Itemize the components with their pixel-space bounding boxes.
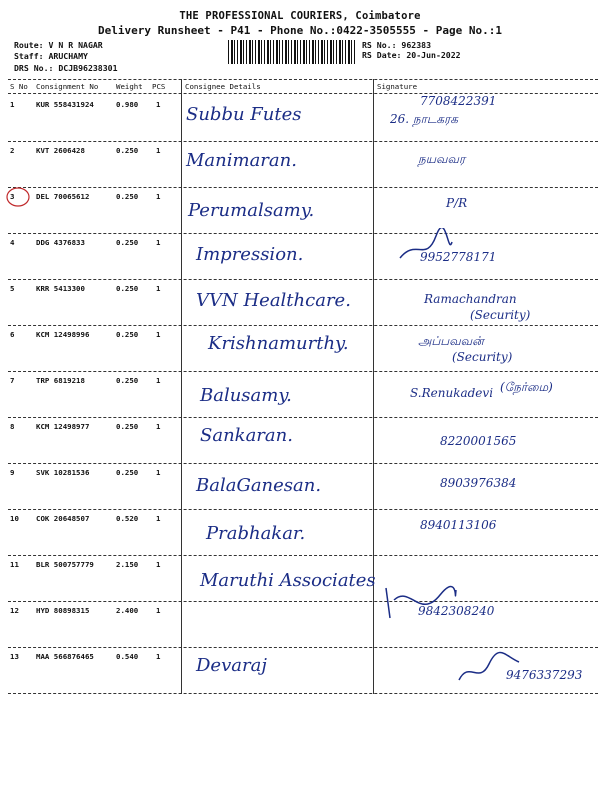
- page-subtitle: Delivery Runsheet - P41 - Phone No.:0422-3505555 - Page No.:1: [98, 24, 502, 37]
- row-signature-note: (Security): [452, 350, 513, 364]
- row-consignment-no: KRR 5413300: [36, 284, 85, 293]
- row-divider: [8, 693, 598, 694]
- table-header-rule: [8, 93, 598, 94]
- col-header-sno: S No: [10, 82, 28, 91]
- row-consignment-no: COK 20648507: [36, 514, 90, 523]
- row-consignment-no: BLR 500757779: [36, 560, 94, 569]
- page-title: THE PROFESSIONAL COURIERS, Coimbatore: [179, 10, 421, 22]
- row-consignee: VVN Healthcare.: [196, 290, 351, 311]
- row-signature: 9952778171: [420, 250, 497, 264]
- row-consignment-no: TRP 6819218: [36, 376, 85, 385]
- row-consignee: Manimaran.: [186, 150, 297, 171]
- row-divider: [8, 555, 598, 556]
- col-header-signature: Signature: [377, 82, 418, 91]
- row-sno: 10: [10, 514, 19, 523]
- row-consignee: Impression.: [196, 244, 304, 265]
- staff-label: Staff: ARUCHAMY: [14, 51, 88, 61]
- row-sno: 11: [10, 560, 19, 569]
- row-consignment-no: KVT 2606428: [36, 146, 85, 155]
- row-consignment-no: DEL 70065612: [36, 192, 90, 201]
- row-weight: 2.400: [116, 606, 139, 615]
- rs-date: RS Date: 20-Jun-2022: [362, 50, 461, 60]
- row-pcs: 1: [156, 146, 161, 155]
- row-weight: 0.250: [116, 422, 139, 431]
- drs-number: DRS No.: DCJB96238301: [14, 63, 118, 73]
- col-header-consignee: Consignee Details: [185, 82, 261, 91]
- row-signature: 7708422391: [420, 94, 497, 108]
- row-divider: [8, 279, 598, 280]
- row-signature: 9476337293: [506, 668, 583, 682]
- row-weight: 0.520: [116, 514, 139, 523]
- row-weight: 0.250: [116, 468, 139, 477]
- row-divider: [8, 509, 598, 510]
- row-pcs: 1: [156, 376, 161, 385]
- row-divider: [8, 325, 598, 326]
- col-header-weight: Weight: [116, 82, 143, 91]
- row-pcs: 1: [156, 468, 161, 477]
- row-weight: 0.250: [116, 192, 139, 201]
- row-weight: 0.980: [116, 100, 139, 109]
- row-divider: [8, 141, 598, 142]
- row-weight: 2.150: [116, 560, 139, 569]
- row-consignee: Perumalsamy.: [188, 200, 315, 221]
- col-header-pcs: PCS: [152, 82, 166, 91]
- signature-scribble: [396, 228, 456, 268]
- row-sno: 1: [10, 100, 15, 109]
- row-weight: 0.250: [116, 330, 139, 339]
- row-consignee: Subbu Futes: [186, 104, 302, 125]
- row-sno: 5: [10, 284, 15, 293]
- signature-scribble: [380, 580, 460, 625]
- row-signature: 8220001565: [440, 434, 517, 448]
- row-consignee: Krishnamurthy.: [208, 333, 349, 354]
- row-consignee: BalaGanesan.: [196, 475, 322, 496]
- row-pcs: 1: [156, 514, 161, 523]
- row-pcs: 1: [156, 238, 161, 247]
- row-sno: 13: [10, 652, 19, 661]
- row-divider: [8, 647, 598, 648]
- row-signature: 8940113106: [420, 518, 497, 532]
- row-sno: 12: [10, 606, 19, 615]
- table-top-rule: [8, 79, 598, 80]
- row-divider: [8, 417, 598, 418]
- row-consignee: Balusamy.: [200, 385, 292, 406]
- row-consignee: Sankaran.: [200, 425, 293, 446]
- row-pcs: 1: [156, 422, 161, 431]
- row-consignee: Prabhakar.: [206, 523, 306, 544]
- row-sno: 6: [10, 330, 15, 339]
- row-consignment-no: MAA 566876465: [36, 652, 94, 661]
- row-consignee: Maruthi Associates: [200, 570, 376, 591]
- row-divider: [8, 233, 598, 234]
- row-consignment-no: DDG 4376833: [36, 238, 85, 247]
- row-pcs: 1: [156, 560, 161, 569]
- row-signature: அப்பவவன்: [418, 334, 484, 348]
- row-pcs: 1: [156, 284, 161, 293]
- row-pcs: 1: [156, 606, 161, 615]
- row-pcs: 1: [156, 100, 161, 109]
- row-signature-note: (Security): [470, 308, 531, 322]
- barcode: [228, 40, 356, 64]
- row-weight: 0.250: [116, 146, 139, 155]
- row-consignee: Devaraj: [196, 655, 267, 676]
- row-consignment-no: SVK 10281536: [36, 468, 90, 477]
- row-consignment-no: KCM 12498977: [36, 422, 90, 431]
- row-divider: [8, 463, 598, 464]
- row-sno: 4: [10, 238, 15, 247]
- row-weight: 0.540: [116, 652, 139, 661]
- row-pcs: 1: [156, 652, 161, 661]
- row-weight: 0.250: [116, 376, 139, 385]
- row-weight: 0.250: [116, 238, 139, 247]
- row-divider: [8, 187, 598, 188]
- row-sno: 7: [10, 376, 15, 385]
- row-consignment-no: KUR 558431924: [36, 100, 94, 109]
- row-pcs: 1: [156, 192, 161, 201]
- row-divider: [8, 371, 598, 372]
- col-header-consignment: Consignment No: [36, 82, 99, 91]
- row-signature: Ramachandran: [424, 292, 517, 306]
- row-sno: 9: [10, 468, 15, 477]
- row-signature: S.Renukadevi: [410, 386, 494, 400]
- rs-number: RS No.: 962383: [362, 40, 432, 50]
- row-signature: 8903976384: [440, 476, 517, 490]
- row-weight: 0.250: [116, 284, 139, 293]
- row-consignment-no: HYD 80898315: [36, 606, 90, 615]
- row-signature: நயவவர: [418, 152, 466, 166]
- row-consignment-no: KCM 12498996: [36, 330, 90, 339]
- row-pcs: 1: [156, 330, 161, 339]
- row-sno: 2: [10, 146, 15, 155]
- route-label: Route: V N R NAGAR: [14, 40, 103, 50]
- circle-mark: [4, 185, 34, 211]
- row-divider: [8, 601, 598, 602]
- signature-scribble: [455, 650, 525, 690]
- row-signature: 9842308240: [418, 604, 495, 618]
- row-signature-note: 26. நாடகரக: [390, 112, 458, 126]
- row-sno: 8: [10, 422, 15, 431]
- row-sno: 3: [10, 192, 15, 201]
- row-signature-note: (நேர்மை): [500, 380, 553, 394]
- row-signature: P/R: [446, 196, 468, 210]
